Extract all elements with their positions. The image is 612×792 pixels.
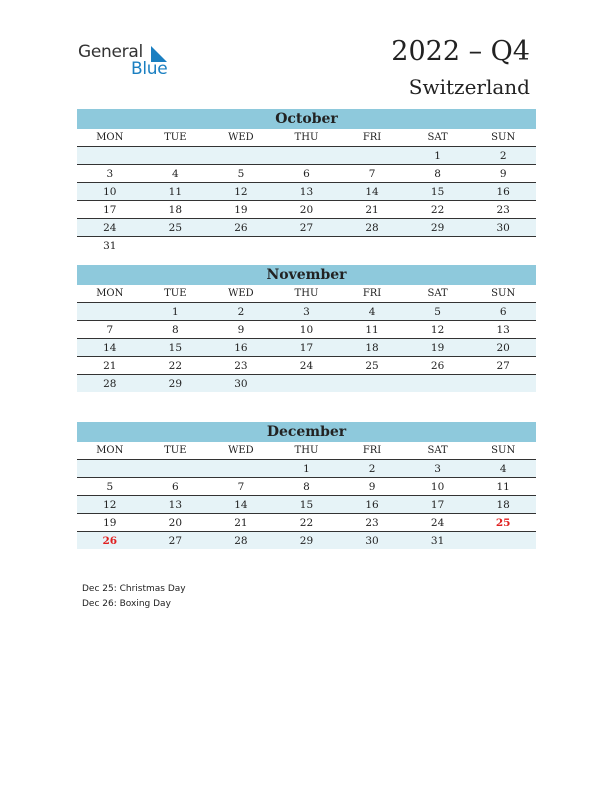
day-cell: 25: [470, 514, 536, 532]
weekday-label: THU: [274, 285, 340, 303]
day-cell: 3: [77, 165, 143, 183]
week-row: [77, 496, 536, 514]
month-title: November: [77, 265, 536, 285]
empty-day-cell: [470, 532, 536, 550]
day-cell: 3: [274, 303, 340, 321]
empty-day-cell: [339, 147, 405, 165]
weekday-label: SAT: [405, 129, 471, 147]
empty-day-cell: [77, 460, 143, 478]
day-cell: 2: [339, 460, 405, 478]
day-cell: 1: [405, 147, 471, 165]
day-cell: 4: [143, 165, 209, 183]
week-row: [77, 357, 536, 375]
weekday-label: WED: [208, 285, 274, 303]
day-cell: 21: [208, 514, 274, 532]
day-cell: 17: [274, 339, 340, 357]
day-cell: 11: [339, 321, 405, 339]
day-cell: 29: [274, 532, 340, 550]
empty-day-cell: [405, 237, 471, 255]
day-cell: 4: [470, 460, 536, 478]
day-cell: 16: [208, 339, 274, 357]
week-row: [77, 532, 536, 550]
day-cell: 17: [77, 201, 143, 219]
weekday-header-row: [77, 129, 536, 147]
week-row: [77, 375, 536, 393]
week-row: [77, 514, 536, 532]
weekday-label: MON: [77, 129, 143, 147]
month-november: [77, 265, 536, 392]
day-cell: 8: [405, 165, 471, 183]
empty-day-cell: [274, 375, 340, 393]
day-cell: 26: [208, 219, 274, 237]
day-cell: 8: [143, 321, 209, 339]
weekday-label: SUN: [470, 442, 536, 460]
day-cell: 30: [470, 219, 536, 237]
day-cell: 12: [208, 183, 274, 201]
day-cell: 31: [405, 532, 471, 550]
day-cell: 22: [405, 201, 471, 219]
calendar-grid: [77, 285, 536, 392]
country-subtitle: Switzerland: [408, 75, 530, 99]
day-cell: 20: [143, 514, 209, 532]
day-cell: 6: [143, 478, 209, 496]
empty-day-cell: [208, 237, 274, 255]
day-cell: 22: [143, 357, 209, 375]
weekday-label: SAT: [405, 442, 471, 460]
weekday-label: WED: [208, 442, 274, 460]
weekday-label: THU: [274, 129, 340, 147]
empty-day-cell: [208, 460, 274, 478]
day-cell: 14: [339, 183, 405, 201]
day-cell: 30: [208, 375, 274, 393]
page-title: 2022 – Q4: [391, 36, 530, 67]
day-cell: 10: [77, 183, 143, 201]
day-cell: 28: [208, 532, 274, 550]
day-cell: 21: [77, 357, 143, 375]
weekday-label: MON: [77, 442, 143, 460]
day-cell: 30: [339, 532, 405, 550]
week-row: [77, 321, 536, 339]
day-cell: 28: [339, 219, 405, 237]
day-cell: 6: [470, 303, 536, 321]
day-cell: 8: [274, 478, 340, 496]
empty-day-cell: [143, 147, 209, 165]
empty-day-cell: [274, 237, 340, 255]
day-cell: 21: [339, 201, 405, 219]
day-cell: 16: [339, 496, 405, 514]
day-cell: 24: [77, 219, 143, 237]
day-cell: 16: [470, 183, 536, 201]
day-cell: 29: [405, 219, 471, 237]
day-cell: 29: [143, 375, 209, 393]
day-cell: 5: [208, 165, 274, 183]
day-cell: 12: [405, 321, 471, 339]
day-cell: 20: [274, 201, 340, 219]
day-cell: 24: [274, 357, 340, 375]
day-cell: 11: [143, 183, 209, 201]
day-cell: 5: [77, 478, 143, 496]
day-cell: 6: [274, 165, 340, 183]
day-cell: 9: [339, 478, 405, 496]
week-row: [77, 183, 536, 201]
week-row: [77, 147, 536, 165]
day-cell: 15: [405, 183, 471, 201]
day-cell: 31: [103, 239, 117, 252]
day-cell: 23: [208, 357, 274, 375]
day-cell: 5: [405, 303, 471, 321]
day-cell: 19: [77, 514, 143, 532]
weekday-label: TUE: [143, 285, 209, 303]
empty-day-cell: [339, 237, 405, 255]
holiday-note: Dec 26: Boxing Day: [82, 599, 171, 609]
empty-day-cell: [405, 375, 471, 393]
empty-day-cell: [274, 147, 340, 165]
empty-day-cell: [470, 237, 536, 255]
day-cell: 1: [274, 460, 340, 478]
day-cell: 27: [470, 357, 536, 375]
day-cell: 18: [339, 339, 405, 357]
empty-day-cell: [143, 237, 209, 255]
day-cell: 13: [470, 321, 536, 339]
day-cell: 10: [405, 478, 471, 496]
day-cell: 15: [274, 496, 340, 514]
weekday-label: THU: [274, 442, 340, 460]
day-cell: 25: [339, 357, 405, 375]
weekday-label: WED: [208, 129, 274, 147]
week-row: [77, 237, 536, 255]
weekday-label: SUN: [470, 129, 536, 147]
calendar-grid: [77, 442, 536, 549]
week-row: [77, 303, 536, 321]
day-cell: 17: [405, 496, 471, 514]
week-row: [77, 165, 536, 183]
month-title: December: [77, 422, 536, 442]
day-cell: 13: [143, 496, 209, 514]
day-cell: 28: [77, 375, 143, 393]
day-cell: 11: [470, 478, 536, 496]
day-cell: 27: [143, 532, 209, 550]
day-cell: 14: [77, 339, 143, 357]
empty-day-cell: [77, 147, 143, 165]
week-row: [77, 339, 536, 357]
empty-day-cell: [339, 375, 405, 393]
weekday-label: FRI: [339, 285, 405, 303]
weekday-label: TUE: [143, 442, 209, 460]
day-cell: 9: [208, 321, 274, 339]
day-cell: 13: [274, 183, 340, 201]
logo-text-blue: Blue: [131, 59, 168, 79]
weekday-label: TUE: [143, 129, 209, 147]
week-row: [77, 201, 536, 219]
month-title: October: [77, 109, 536, 129]
day-cell: 7: [77, 321, 143, 339]
day-cell: 14: [208, 496, 274, 514]
day-cell: 3: [405, 460, 471, 478]
day-cell: 27: [274, 219, 340, 237]
day-cell: 25: [143, 219, 209, 237]
empty-day-cell: [208, 147, 274, 165]
day-cell: 1: [143, 303, 209, 321]
day-cell: 9: [470, 165, 536, 183]
day-cell: 19: [208, 201, 274, 219]
day-cell: 18: [470, 496, 536, 514]
day-cell: 22: [274, 514, 340, 532]
weekday-label: FRI: [339, 129, 405, 147]
weekday-label: MON: [77, 285, 143, 303]
day-cell: 12: [77, 496, 143, 514]
day-cell: 15: [143, 339, 209, 357]
day-cell: 19: [405, 339, 471, 357]
generalblue-logo: [78, 42, 178, 82]
weekday-header-row: [77, 442, 536, 460]
empty-day-cell: [470, 375, 536, 393]
day-cell: 10: [274, 321, 340, 339]
weekday-label: FRI: [339, 442, 405, 460]
day-cell: 4: [339, 303, 405, 321]
day-cell: 20: [470, 339, 536, 357]
empty-day-cell: [143, 460, 209, 478]
month-december: [77, 422, 536, 549]
day-cell: 7: [208, 478, 274, 496]
holiday-notes: [82, 582, 186, 612]
weekday-label: SAT: [405, 285, 471, 303]
day-cell: 26: [77, 532, 143, 550]
logo-text-general: General: [78, 42, 143, 62]
week-row: [77, 219, 536, 237]
calendar-grid: [77, 129, 536, 254]
empty-day-cell: [77, 303, 143, 321]
holiday-note: Dec 25: Christmas Day: [82, 584, 186, 594]
day-cell: 23: [339, 514, 405, 532]
week-row: [77, 460, 536, 478]
day-cell: 2: [470, 147, 536, 165]
weekday-header-row: [77, 285, 536, 303]
month-october: [77, 109, 536, 254]
day-cell: 2: [208, 303, 274, 321]
day-cell: 24: [405, 514, 471, 532]
week-row: [77, 478, 536, 496]
weekday-label: SUN: [470, 285, 536, 303]
day-cell: 7: [339, 165, 405, 183]
day-cell: 23: [470, 201, 536, 219]
day-cell: 26: [405, 357, 471, 375]
day-cell: 18: [143, 201, 209, 219]
